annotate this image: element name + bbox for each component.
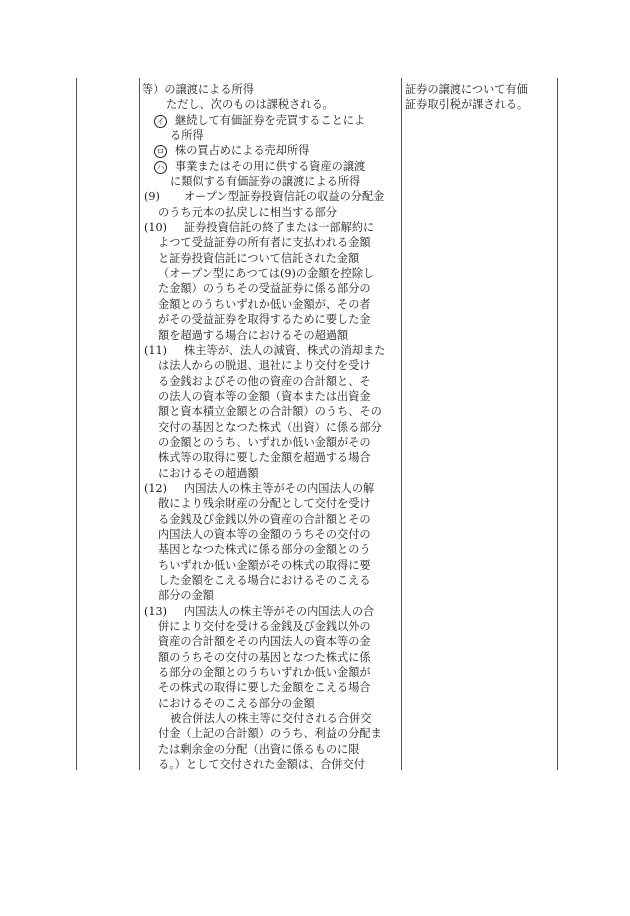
note-column xyxy=(405,82,555,113)
sub-item-ro xyxy=(142,143,397,158)
numbered-item-continuation: がその受益証券を取得するために要した金 xyxy=(158,313,371,327)
item-number: (11) xyxy=(144,343,167,357)
note-line: 証券取引税が課される。 xyxy=(405,98,529,112)
table-rule-middle xyxy=(401,78,402,770)
numbered-items xyxy=(142,189,397,711)
numbered-item-first-line xyxy=(142,343,397,358)
sub-item-text: 株の買占めによる売却所得 xyxy=(175,144,310,158)
sub-item-ha xyxy=(142,159,397,174)
main-text-column xyxy=(142,82,397,772)
item-number: (9) xyxy=(144,190,160,204)
table-rule-left-inner xyxy=(139,78,140,770)
closing-line: 付金（上記の合計額）のうち、利益の分配ま xyxy=(158,727,382,741)
item-text: 株主等が、法人の減資、株式の消却また xyxy=(184,343,386,357)
item-text: 内国法人の株主等がその内国法人の合 xyxy=(184,604,375,618)
numbered-item-continuation: 株式等の取得に要した金額を超過する場合 xyxy=(158,451,371,465)
numbered-item-continuation: 額と資本積立金額との合計額）のうち、その xyxy=(158,405,382,419)
numbered-item-first-line xyxy=(142,481,397,496)
numbered-item-continuation: のうち元本の払戻しに相当する部分 xyxy=(158,205,338,219)
numbered-item-continuation: の金額とのうち、いずれか低い金額がその xyxy=(158,435,371,449)
circled-mark: ロ xyxy=(154,145,167,158)
numbered-item-continuation: ちいずれか低い金額がその株式の取得に要 xyxy=(158,558,371,572)
intro-line: ただし、次のものは課税される。 xyxy=(166,98,334,112)
item-number: (13) xyxy=(144,604,167,618)
numbered-item-continuation: る金銭及び金銭以外の資産の合計額とその xyxy=(158,512,371,526)
closing-line: たは剰余金の分配（出資に係るものに限 xyxy=(158,742,360,756)
numbered-item-continuation: た金額）のうちその受益証券に係る部分の xyxy=(158,282,371,296)
numbered-item-continuation: 併により交付を受ける金銭及び金銭以外の xyxy=(158,620,371,634)
numbered-item-continuation: 基因となつた株式に係る部分の金額とのう xyxy=(158,543,371,557)
intro-line: 等）の譲渡による所得 xyxy=(142,83,254,96)
numbered-item-continuation: る金銭およびその他の資産の合計額と、そ xyxy=(158,374,371,388)
numbered-item-continuation: （オープン型にあつては(9)の金額を控除し xyxy=(158,267,375,281)
table-rule-left-outer xyxy=(76,78,77,770)
numbered-item-continuation: 資産の合計額をその内国法人の資本等の金 xyxy=(158,635,371,649)
numbered-item-continuation: におけるその超過額 xyxy=(158,466,259,480)
numbered-item-continuation: におけるそのこえる部分の金額 xyxy=(158,696,315,710)
closing-line: る。）として交付された金額は、合併交付 xyxy=(158,758,365,772)
numbered-item-continuation: は法人からの脱退、退社により交付を受け xyxy=(158,359,371,373)
sub-item-continuation: に類似する有価証券の譲渡による所得 xyxy=(170,175,361,189)
sub-item-continuation: る所得 xyxy=(170,129,204,143)
note-line: 証券の譲渡について有価 xyxy=(405,83,528,96)
numbered-item-continuation: 部分の金額 xyxy=(158,589,214,603)
numbered-item-continuation: 金額とのうちいずれか低い金額が、その者 xyxy=(158,297,371,311)
item-text: 内国法人の株主等がその内国法人の解 xyxy=(184,481,375,495)
circled-mark: イ xyxy=(154,115,167,128)
numbered-item-continuation: る部分の金額とのうちいずれか低い金額が xyxy=(158,666,371,680)
item-number: (12) xyxy=(144,481,167,495)
numbered-item-first-line xyxy=(142,189,397,204)
numbered-item-continuation: その株式の取得に要した金額をこえる場合 xyxy=(158,681,371,695)
item-number: (10) xyxy=(144,221,167,235)
numbered-item-continuation: 交付の基因となつた株式（出資）に係る部分 xyxy=(158,420,382,434)
sub-item-i xyxy=(142,113,397,128)
numbered-item-first-line xyxy=(142,604,397,619)
numbered-item-continuation: よつて受益証券の所有者に支払われる金額 xyxy=(158,236,371,250)
sub-item-text: 継続して有価証券を売買することによ xyxy=(175,113,366,127)
numbered-item-continuation: の法人の資本等の金額（資本または出資金 xyxy=(158,389,371,403)
numbered-item-continuation: 散により残余財産の分配として交付を受け xyxy=(158,497,371,511)
item-text: オープン型証券投資信託の収益の分配金 xyxy=(184,190,385,204)
circled-mark: ハ xyxy=(154,161,167,174)
numbered-item-continuation: と証券投資信託について信託された金額 xyxy=(158,251,360,265)
numbered-item-continuation: 内国法人の資本等の金額のうちその交付の xyxy=(158,527,371,541)
table-rule-right xyxy=(557,78,558,770)
numbered-item-continuation: した金額をこえる場合におけるそのこえる xyxy=(158,574,371,587)
numbered-item-first-line xyxy=(142,220,397,235)
numbered-item-continuation: 額のうちその交付の基因となつた株式に係 xyxy=(158,650,371,664)
item-text: 証券投資信託の終了または一部解約に xyxy=(184,221,375,235)
numbered-item-continuation: 額を超過する場合におけるその超過額 xyxy=(158,328,349,342)
sub-item-text: 事業またはその用に供する資産の譲渡 xyxy=(175,159,366,173)
closing-line: 被合併法人の株主等に交付される合併交 xyxy=(170,712,372,726)
